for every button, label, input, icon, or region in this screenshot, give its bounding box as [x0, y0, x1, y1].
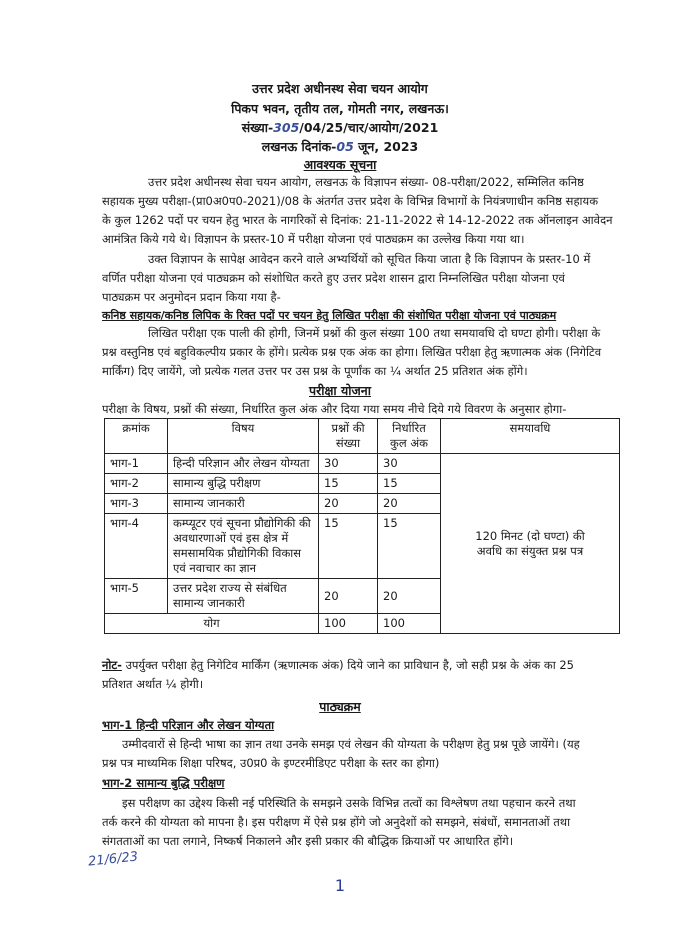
reference-number: संख्या-305/04/25/चार/आयोग/2021 [241, 120, 439, 135]
paragraph-intro: उत्तर प्रदेश अधीनस्थ सेवा चयन आयोग, लखनऊ के विज्ञापन संख्या- 08-परीक्षा/2022, सम्मिलित कनिष्ठ सहायक मुख्य परीक्षा-(प्रा0अ0प0-2021)/08 के अंतर्गत उत्तर प्रदेश के विभिन्न विभागों के नियंत्रणाधीन कनिष्ठ सहायक के कुल 1262 पदों पर चयन हेतु भारत के नागरिकों से दिनांक: 21-11-2022 से 14-12-2022 तक ऑनलाइन आवेदन आमंत्रित किये गये थे। विज्ञापन के प्रस्तर-10 में परीक्षा योजना एवं पाठ्यक्रम का उल्लेख किया गया था। [102, 175, 613, 246]
note: नोट- उपर्युक्त परीक्षा हेतु निगेटिव मार्किंग (ऋणात्मक अंक) दिये जाने का प्राविधान है, जो सही प्रश्न के अंक का 25 प्रतिशत अर्थात ¼ होगी। [102, 658, 574, 691]
header-questions: प्रश्नों की संख्या [319, 419, 378, 454]
letter-date: लखनऊ दिनांक-05 जून, 2023 [261, 139, 419, 154]
table-header-row [105, 419, 620, 454]
duration-cell: 120 मिनट (दो घण्टा) की अवधि का संयुक्त प्रश्न पत्र [441, 454, 620, 634]
table-row: भाग-1 हिन्दी परिज्ञान और लेखन योग्यता 30 30 120 मिनट (दो घण्टा) की अवधि का संयुक्त प्रश्न पत्र [105, 454, 620, 474]
header-duration: समयावधि [441, 419, 620, 454]
header-serial: क्रमांक [105, 419, 168, 454]
paragraph-revision: उक्त विज्ञापन के सापेक्ष आवेदन करने वाले अभ्यर्थियों को सूचित किया जाता है कि विज्ञापन के प्रस्तर-10 में वर्णित परीक्षा योजना एवं पाठ्यक्रम को संशोधित करते हुए उत्तर प्रदेश शासन द्वारा निम्नलिखित परीक्षा योजना एवं पाठ्यक्रम पर अनुमोदन प्रदान किया गया है- [102, 252, 591, 304]
table-total-row: योग 100 100 [105, 614, 620, 634]
note-label: नोट- [102, 658, 122, 672]
part1-heading: भाग-1 हिन्दी परिज्ञान और लेखन योग्यता [102, 718, 275, 732]
part2-heading: भाग-2 सामान्य बुद्धि परीक्षण [102, 776, 225, 790]
org-address: पिकप भवन, तृतीय तल, गोमती नगर, लखनऊ। [231, 101, 449, 116]
exam-plan-table [104, 418, 620, 634]
exam-plan-title: परीक्षा योजना [309, 383, 371, 398]
table-row: भाग-4 कम्प्यूटर एवं सूचना प्रौद्योगिकी की अवधारणाओं एवं इस क्षेत्र में समसामयिक प्रौद्योगिकी विकास एवं नवाचार का ज्ञान 15 15 [105, 514, 620, 579]
revised-scheme-heading: कनिष्ठ सहायक/कनिष्ठ लिपिक के रिक्त पदों पर चयन हेतु लिखित परीक्षा की संशोधित परीक्षा योजना एवं पाठ्यक्रम [102, 309, 557, 322]
exam-plan-intro: परीक्षा के विषय, प्रश्नों की संख्या, निर्धारित कुल अंक और दिया गया समय नीचे दिये गये विवरण के अनुसार होगा- [102, 402, 567, 416]
table-row: भाग-5 उत्तर प्रदेश राज्य से संबंधित सामान्य जानकारी 20 20 [105, 579, 620, 614]
part2-text: इस परीक्षण का उद्देश्य किसी नई परिस्थिति के समझने उसके विभिन्न तत्वों का विश्लेषण तथा पहचान करने तथा तर्क करने की योग्यता को मापना है। इस परीक्षण में ऐसे प्रश्न होंगे जो अनुदेशों को समझने, संबंधों, समानताओं तथा संगतताओं का पता लगाने, निष्कर्ष निकालने और इसी प्रकार की बौद्धिक क्रियाओं पर आधारित होंगे। [102, 796, 576, 848]
page-number: 1 [334, 876, 346, 895]
header-marks: निर्धारित कुल अंक [378, 419, 441, 454]
ref-handwritten: 305 [273, 120, 300, 135]
part1-text: उम्मीदवारों से हिन्दी भाषा का ज्ञान तथा उनके समझ एवं लेखन की योग्यता के परीक्षण हेतु प्रश्न पूछे जायेंगे। (यह प्रश्न पत्र माध्यमिक शिक्षा परिषद, उ0प्र0 के इण्टरमीडिएट परीक्षा के स्तर का होगा) [102, 737, 580, 770]
table-row: भाग-2 सामान्य बुद्धि परीक्षण 15 15 [105, 474, 620, 494]
header-subject: विषय [168, 419, 319, 454]
handwritten-initials: 21/6/23 [87, 849, 139, 870]
paragraph-exam-rules: लिखित परीक्षा एक पाली की होगी, जिनमें प्रश्नों की कुल संख्या 100 तथा समयावधि दो घण्टा होगी। परीक्षा के प्रश्न वस्तुनिष्ठ एवं बहुविकल्पीय प्रकार के होंगे। प्रत्येक प्रश्न एक अंक का होगा। लिखित परीक्षा हेतु ऋणात्मक अंक (निगेटिव मार्किंग) दिए जायेंगे, जो प्रत्येक गलत उत्तर पर उस प्रश्न के पूर्णांक का ¼ अर्थात 25 प्रतिशत अंक होंगे। [102, 326, 602, 378]
table-row: भाग-3 सामान्य जानकारी 20 20 [105, 494, 620, 514]
notice-title: आवश्यक सूचना [303, 157, 377, 172]
syllabus-title: पाठ्यक्रम [319, 699, 361, 714]
org-name: उत्तर प्रदेश अधीनस्थ सेवा चयन आयोग [252, 81, 428, 96]
